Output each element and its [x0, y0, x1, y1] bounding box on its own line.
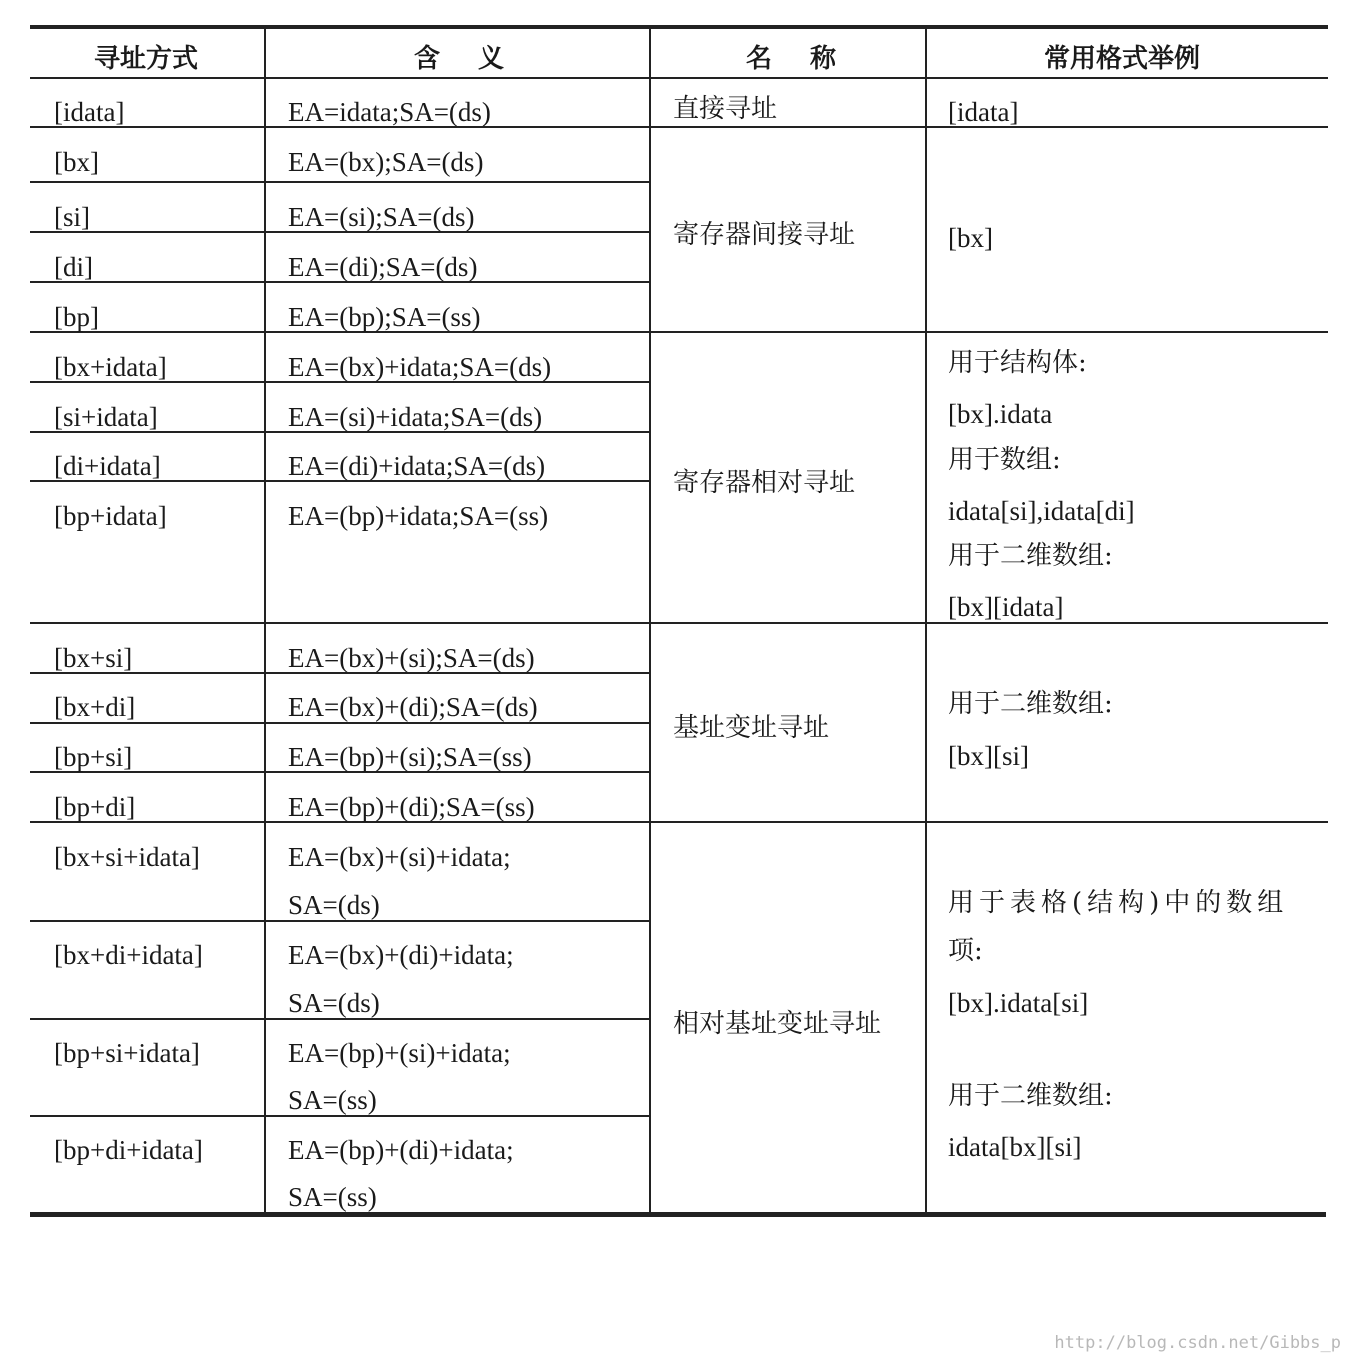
- example-line: [bx][si]: [948, 741, 1029, 771]
- mode-cell: [bp+di+idata]: [54, 1135, 203, 1165]
- example-line: idata[si],idata[di]: [948, 496, 1135, 526]
- meaning-cell: EA=(bx);SA=(ds): [288, 147, 484, 177]
- mode-cell: [bx+di+idata]: [54, 940, 203, 970]
- meaning-cell-cont: SA=(ds): [288, 988, 380, 1018]
- meaning-cell: EA=(bx)+(di)+idata;: [288, 940, 514, 970]
- meaning-cell: EA=(di)+idata;SA=(ds): [288, 451, 546, 481]
- example-line: 用于二维数组:: [948, 1081, 1113, 1111]
- meaning-cell: EA=idata;SA=(ds): [288, 97, 491, 127]
- mode-cell: [di]: [54, 252, 93, 282]
- column-divider: [925, 29, 927, 1214]
- mode-cell: [bp+di]: [54, 792, 136, 822]
- group-rule: [30, 331, 1328, 333]
- group-name-register-indirect: 寄存器间接寻址: [673, 220, 856, 250]
- example-line: [idata]: [948, 97, 1019, 127]
- meaning-cell-cont: SA=(ds): [288, 890, 380, 920]
- meaning-cell-cont: SA=(ss): [288, 1085, 377, 1115]
- mode-cell: [idata]: [54, 97, 125, 127]
- mode-cell: [bp+si]: [54, 742, 133, 772]
- group-name-base-index: 基址变址寻址: [673, 713, 830, 743]
- mode-cell: [bx+si]: [54, 643, 133, 673]
- row-rule: [30, 126, 1328, 128]
- mode-cell: [bp]: [54, 302, 99, 332]
- meaning-cell: EA=(si)+idata;SA=(ds): [288, 402, 543, 432]
- mode-cell: [di+idata]: [54, 451, 161, 481]
- header-meaning: 含 义: [414, 44, 511, 74]
- example-line: [bx].idata[si]: [948, 988, 1089, 1018]
- example-line: [bx][idata]: [948, 592, 1064, 622]
- meaning-cell: EA=(bp)+(di)+idata;: [288, 1135, 514, 1165]
- watermark-url: http://blog.csdn.net/Gibbs_p: [1054, 1333, 1341, 1353]
- table-bottom-rule: [30, 1212, 1326, 1217]
- meaning-cell: EA=(bx)+(di);SA=(ds): [288, 692, 538, 722]
- group-rule: [30, 821, 1328, 823]
- header-name: 名 称: [746, 44, 843, 74]
- example-line: [bx].idata: [948, 399, 1053, 429]
- example-line: 用于二维数组:: [948, 541, 1113, 571]
- meaning-cell: EA=(bp)+(di);SA=(ss): [288, 792, 535, 822]
- header-mode: 寻址方式: [94, 44, 199, 74]
- group-name-register-relative: 寄存器相对寻址: [673, 468, 856, 498]
- example-line: 用于表格(结构)中的数组: [948, 888, 1289, 918]
- meaning-cell: EA=(di);SA=(ds): [288, 252, 478, 282]
- mode-cell: [bx+di]: [54, 692, 136, 722]
- meaning-cell: EA=(bp)+(si);SA=(ss): [288, 742, 532, 772]
- table-top-rule: [30, 25, 1328, 29]
- meaning-cell: EA=(bp)+(si)+idata;: [288, 1038, 511, 1068]
- header-bottom-rule: [30, 77, 1328, 79]
- mode-cell: [si+idata]: [54, 402, 158, 432]
- header-example: 常用格式举例: [1044, 44, 1201, 74]
- mode-cell: [bp+idata]: [54, 501, 167, 531]
- mode-cell: [bx+si+idata]: [54, 842, 200, 872]
- example-line: 用于二维数组:: [948, 689, 1113, 719]
- mode-cell: [bx+idata]: [54, 352, 167, 382]
- meaning-cell: EA=(bp)+idata;SA=(ss): [288, 501, 549, 531]
- meaning-cell: EA=(bp);SA=(ss): [288, 302, 481, 332]
- row-rule: [30, 181, 650, 183]
- mode-cell: [bx]: [54, 147, 99, 177]
- example-line: [bx]: [948, 223, 993, 253]
- meaning-cell: EA=(si);SA=(ds): [288, 202, 475, 232]
- meaning-cell: EA=(bx)+(si);SA=(ds): [288, 643, 535, 673]
- group-name-relative-base-index: 相对基址变址寻址: [673, 1009, 882, 1039]
- example-line: idata[bx][si]: [948, 1132, 1082, 1162]
- example-line: 项:: [948, 936, 983, 966]
- example-line: 用于数组:: [948, 445, 1061, 475]
- column-divider: [649, 29, 651, 1214]
- meaning-cell: EA=(bx)+(si)+idata;: [288, 842, 511, 872]
- mode-cell: [si]: [54, 202, 90, 232]
- mode-cell: [bp+si+idata]: [54, 1038, 200, 1068]
- meaning-cell-cont: SA=(ss): [288, 1182, 377, 1212]
- meaning-cell: EA=(bx)+idata;SA=(ds): [288, 352, 552, 382]
- group-name-direct: 直接寻址: [673, 94, 778, 124]
- group-rule: [30, 622, 1328, 624]
- example-line: 用于结构体:: [948, 348, 1087, 378]
- column-divider: [264, 29, 266, 1214]
